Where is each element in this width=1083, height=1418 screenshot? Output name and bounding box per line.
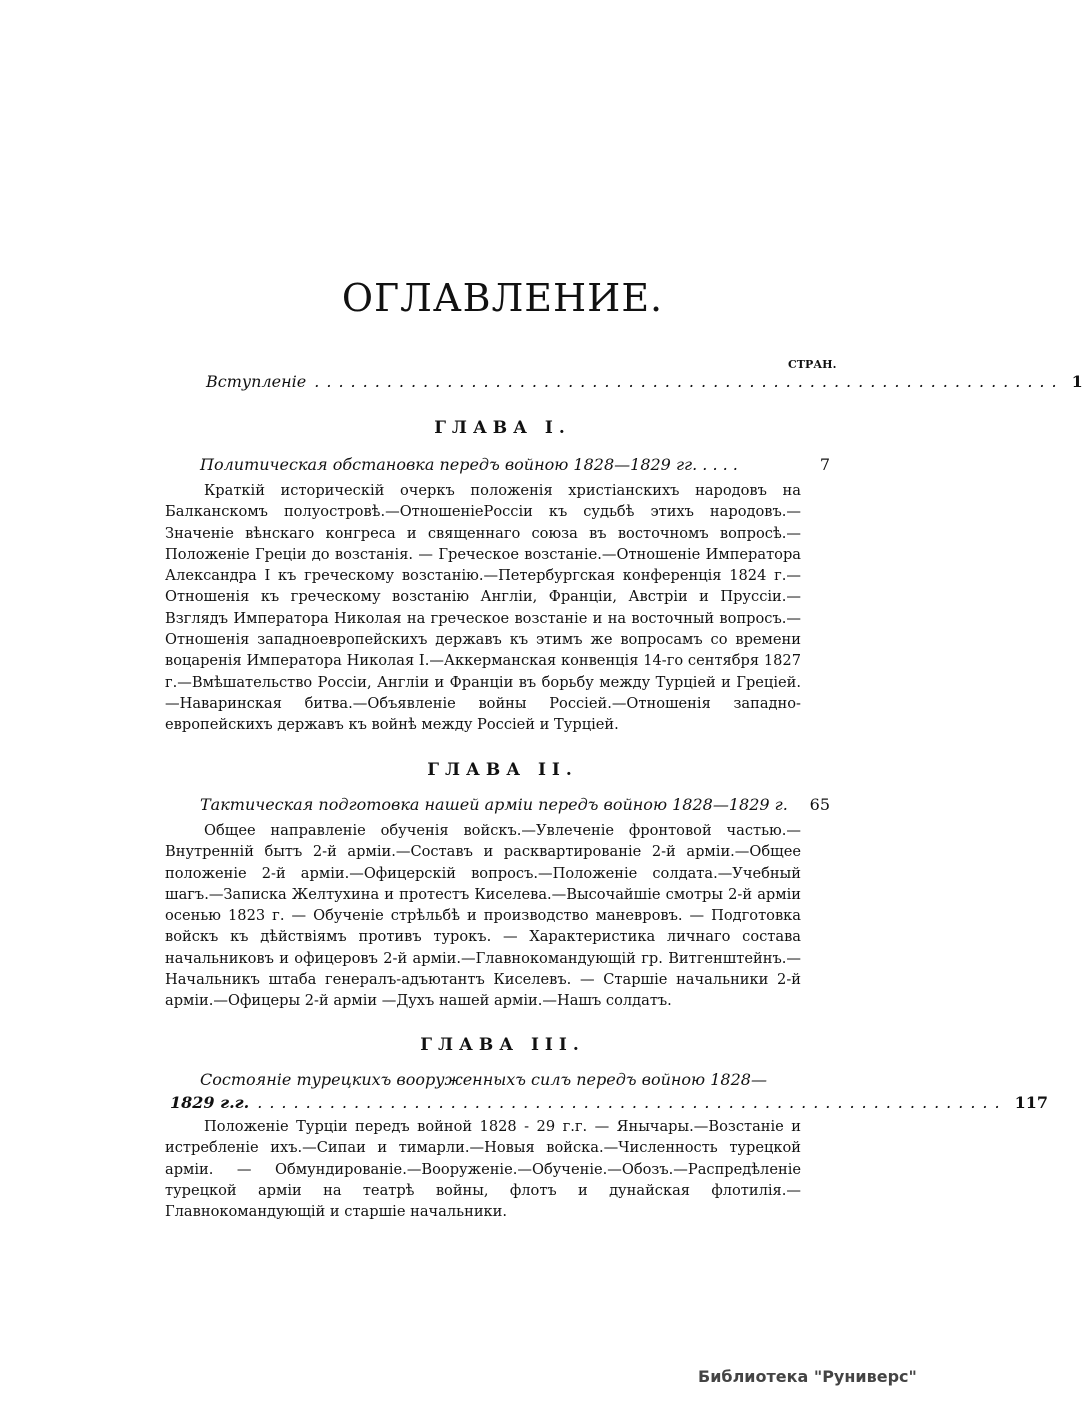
chapter-1-entry[interactable] — [200, 455, 830, 474]
chapter-1-description: Краткій историческій очеркъ положенія христіанскихъ народовъ на Балканскомъ полуостровѣ.—ОтношеніеРоссіи къ судьбѣ этихъ народовъ.—Значеніе вѣнскаго конгреса и священнаго союза въ восточномъ вопросѣ.—Положеніе Греціи до возстанія. — Греческое возстаніе.—Отношеніе Императора Александра I къ греческому возстанію.—Петербургская конференція 1824 г.—Отношенія къ греческому возстанію Англіи, Франціи, Австріи и Пруссіи.—Взглядъ Императора Николая на греческое возстаніе и на восточный вопросъ.—Отношенія западноевропейскихъ державъ къ этимъ же вопросамъ со времени воцаренія Императора Николая I.—Аккерманская конвенція 14-го сентября 1827 г.—Вмѣшательство Россіи, Англіи и Франціи въ борьбу между Турціей и Греціей.—Наваринская битва.—Объявленіе войны Россіей.—Отношенія западно-европейскихъ державъ къ войнѣ между Россіей и Турціей. — [165, 482, 801, 734]
pages-column-label: СТРАН. — [788, 358, 837, 371]
chapter-2-heading: ГЛАВА II. — [427, 760, 578, 780]
chapter-1-page: 7 — [819, 455, 830, 474]
chapter-3-description: Положеніе Турціи передъ войной 1828 - 29 г.г. — Янычары.—Возстаніе и истребленіе ихъ.—Сипаи и тимарли.—Новыя войска.—Численность турецкой арміи. — Обмундированіе.—Вооруженіе.—Обученіе.—Обозъ.—Распредѣленіе турецкой арміи на театрѣ войны, флотъ и дунайская флотилія.—Главнокомандующій и старшіе начальники. — [165, 1118, 801, 1221]
leader-dots: .............................................................. — [257, 1093, 1007, 1112]
page-title: ОГЛАВЛЕНИЕ. — [341, 276, 664, 320]
toc-intro-page: 1 — [1071, 372, 1083, 391]
chapter-3-heading: ГЛАВА III. — [420, 1035, 585, 1055]
chapter-2-entry[interactable] — [200, 795, 830, 814]
chapter-3-entry-line2: 1829 г.г. — [170, 1093, 250, 1112]
chapter-3-entry-line1[interactable]: Состояніе турецкихъ вооруженныхъ силъ передъ войною 1828— — [200, 1070, 767, 1089]
chapter-2-entry-title: Тактическая подготовка нашей арміи передъ войною 1828—1829 г. — [200, 795, 788, 814]
library-watermark: Библиотека "Руниверс" — [698, 1367, 917, 1386]
chapter-2-description: Общее направленіе обученія войскъ.—Увлеченіе фронтовой частью.—Внутренній бытъ 2-й арміи.—Составъ и расквартированіе 2-й арміи.—Общее положеніе 2-й арміи.—Офицерскій вопросъ.—Положеніе солдата.—Учебный шагъ.—Записка Желтухина и протестъ Киселева.—Высочайшіе смотры 2-й арміи осенью 1823 г. — Обученіе стрѣльбѣ и производство маневровъ. — Подготовка войскъ къ дѣйствіямъ противъ турокъ. — Характеристика личнаго состава начальниковъ и офицеровъ 2-й арміи.—Главнокомандующій гр. Витгенштейнъ.—Начальникъ штаба генералъ-адъютантъ Киселевъ. — Старшіе начальники 2-й арміи.—Офицеры 2-й арміи —Духъ нашей арміи.—Нашъ солдатъ. — [165, 822, 801, 1010]
chapter-3-entry-row[interactable] — [170, 1093, 1048, 1112]
chapter-1-heading: ГЛАВА I. — [434, 418, 571, 438]
leader-dots: .............................................................. — [314, 372, 1064, 391]
chapter-3-page: 117 — [1014, 1093, 1048, 1112]
chapter-2-page: 65 — [809, 795, 830, 814]
chapter-1-entry-title: Политическая обстановка передъ войною 1828—1829 гг. . . . . — [200, 455, 738, 474]
toc-intro-label: Вступленіе — [206, 372, 307, 391]
toc-intro-row[interactable] — [170, 372, 1083, 391]
